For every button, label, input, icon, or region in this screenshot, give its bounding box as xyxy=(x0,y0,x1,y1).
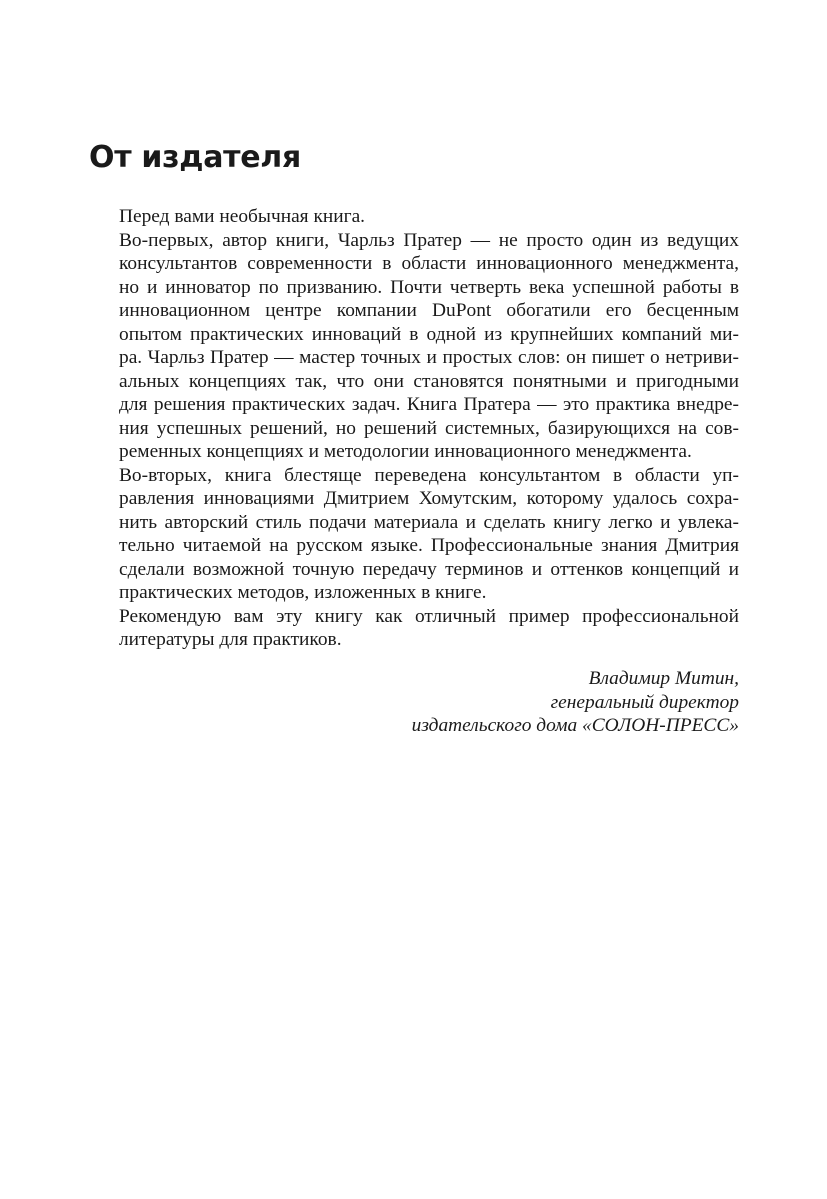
text-line: но и инноватор по призванию. Почти четверть века успешной работы в xyxy=(119,276,739,298)
paragraph-3 xyxy=(89,464,739,605)
text-line: альных концепциях так, что они становятся понятными и пригодными xyxy=(119,370,739,392)
text-line: тельно читаемой на русском языке. Профессиональные знания Дмитрия xyxy=(119,535,739,556)
paragraph-4 xyxy=(89,605,739,652)
text-line: литературы для практиков. xyxy=(119,629,342,650)
text-line: равления инновациями Дмитрием Хомутским, которому удалось сохра- xyxy=(119,488,739,509)
text-line: консультантов современности в области инновационного менеджмента, xyxy=(119,253,739,274)
text-line: ременных концепциях и методологии инновационного менеджмента. xyxy=(119,441,692,462)
text-line: Рекомендую вам эту книгу как отличный пример профессиональной xyxy=(119,605,739,627)
text-line: инновационном центре компании DuPont обогатили его бесценным xyxy=(119,300,739,321)
text-line: практических методов, изложенных в книге. xyxy=(119,582,487,603)
signature-position: генеральный директор xyxy=(550,691,739,713)
signature-organization: издательского дома «СОЛОН-ПРЕСС» xyxy=(411,715,739,736)
text-line: опытом практических инноваций в одной из крупнейших компаний ми- xyxy=(119,323,739,345)
text-line: нить авторский стиль подачи материала и сделать книгу легко и увлека- xyxy=(119,511,739,533)
paragraph-1 xyxy=(89,205,739,229)
text-line: ния успешных решений, но решений системных, базирующихся на сов- xyxy=(119,417,739,439)
paragraph-2 xyxy=(89,229,739,464)
text-line: Во-первых, автор книги, Чарльз Пратер — не просто один из ведущих xyxy=(119,229,739,251)
text-line: ра. Чарльз Пратер — мастер точных и простых слов: он пишет о нетриви- xyxy=(119,347,739,368)
text-line: сделали возможной точную передачу терминов и оттенков концепций и xyxy=(119,558,739,580)
page-title: От издателя xyxy=(89,140,301,175)
text-line: для решения практических задач. Книга Пратера — это практика внедре- xyxy=(119,394,739,415)
text-line: Во-вторых, книга блестяще переведена консультантом в области уп- xyxy=(119,464,739,486)
signature-block xyxy=(412,667,739,738)
body-text xyxy=(89,205,739,652)
text-line: Перед вами необычная книга. xyxy=(119,206,366,227)
signature-name: Владимир Митин, xyxy=(588,668,739,689)
